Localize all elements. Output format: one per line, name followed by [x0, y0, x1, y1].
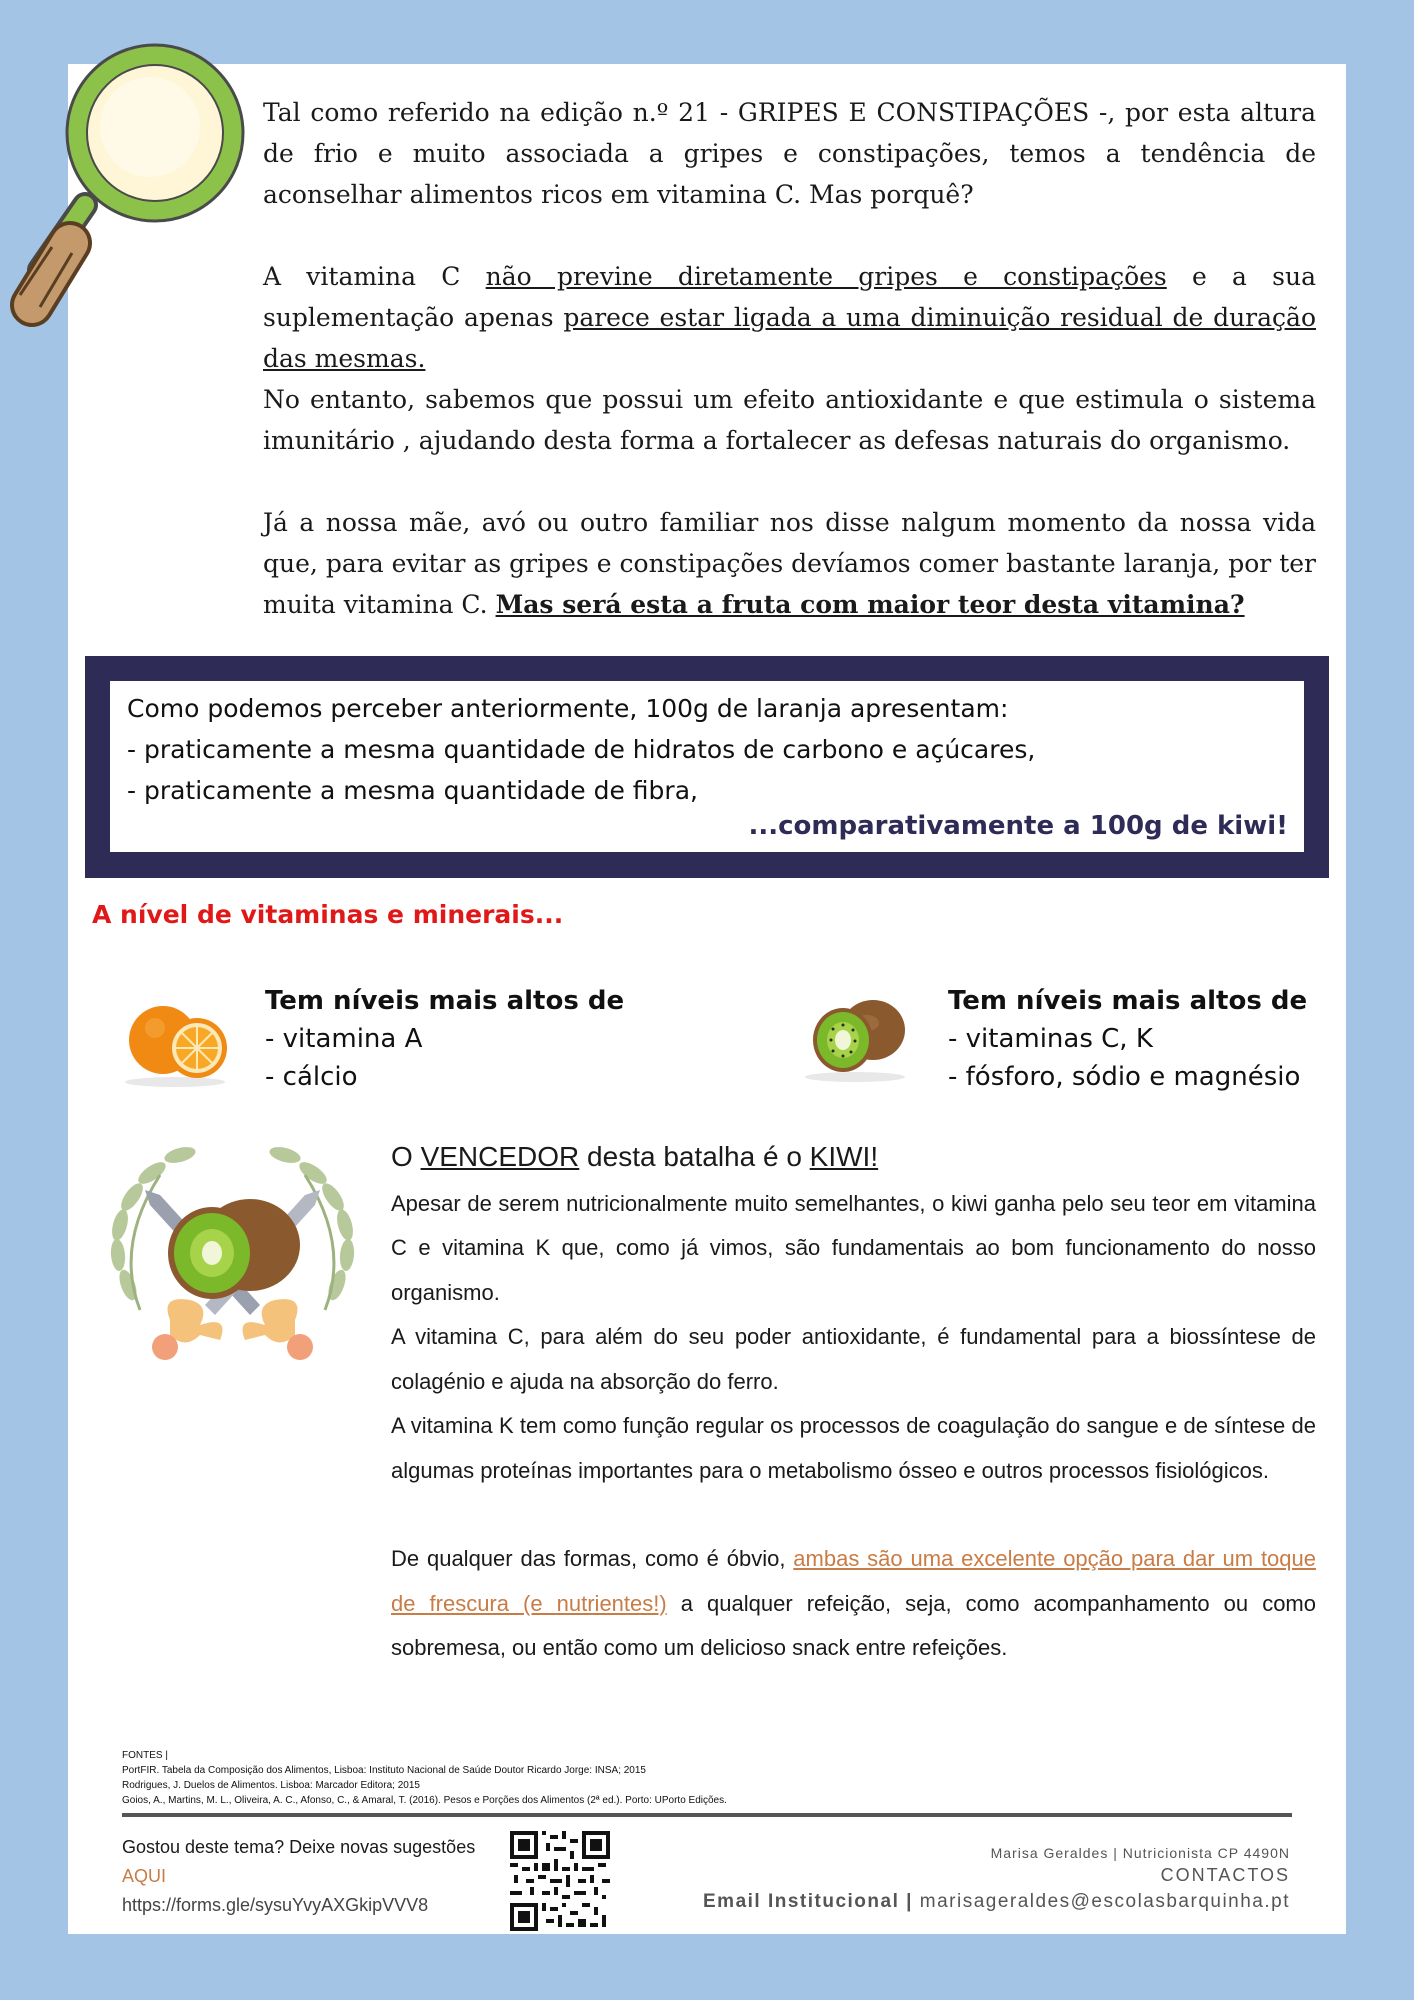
contacts-block	[703, 1843, 1290, 1917]
orange-image	[115, 990, 235, 1090]
winner-title-text-2: desta batalha é o	[579, 1141, 810, 1172]
winner-title	[391, 1135, 1316, 1180]
orange-nutrients-title: Tem níveis mais altos de	[265, 986, 625, 1016]
email-address[interactable]: marisageraldes@escolasbarquinha.pt	[919, 1891, 1290, 1912]
intro-p3-text: Já a nossa mãe, avó ou outro familiar nos disse nalgum momento da nossa vida que, para evitar as gripes e constipações devíamos comer bastante laranja, por ter muita vitamina C.	[263, 508, 1316, 619]
feedback-url[interactable]: https://forms.gle/sysuYvyAXGkipVVV8	[122, 1895, 429, 1915]
author-line: Marisa Geraldes | Nutricionista CP 4490N	[990, 1845, 1290, 1861]
kiwi-nutrients	[948, 982, 1307, 1096]
intro-p2-underline-2: parece estar ligada a uma diminuição residual de duração das mesmas.	[263, 303, 1316, 373]
winner-paragraph-1: Apesar de serem nutricionalmente muito semelhantes, o kiwi ganha pelo seu teor em vitamina C e vitamina K que, como já vimos, são fundamentais ao bom funcionamento do nosso organismo.	[391, 1190, 1316, 1305]
intro-paragraph-2	[263, 256, 1316, 461]
source-item: Rodrigues, J. Duelos de Alimentos. Lisboa: Marcador Editora; 2015	[122, 1780, 420, 1791]
sources-label: FONTES |	[122, 1750, 168, 1761]
comparison-conclusion: ...comparativamente a 100g de kiwi!	[748, 811, 1288, 841]
comparison-line-2: - praticamente a mesma quantidade de hidratos de carbono e açúcares,	[127, 735, 1036, 764]
footer-divider	[122, 1813, 1292, 1817]
feedback-text: Gostou deste tema? Deixe novas sugestões	[122, 1837, 476, 1857]
intro-text	[263, 92, 1316, 666]
comparison-line-1: Como podemos perceber anteriormente, 100g de laranja apresentam:	[127, 694, 1009, 723]
winner-title-kiwi: KIWI!	[809, 1141, 879, 1172]
winner-paragraph-3: A vitamina K tem como função regular os processos de coagulação do sangue e de síntese de algumas proteínas importantes para o metabolismo ósseo e outros processos fisiológicos.	[391, 1413, 1316, 1483]
orange-nutrients	[265, 982, 624, 1096]
kiwi-image	[795, 985, 915, 1085]
winner-section	[391, 1135, 1316, 1671]
feedback-block	[122, 1833, 475, 1920]
winner-paragraph-2: A vitamina C, para além do seu poder antioxidante, é fundamental para a biossíntese de colagénio e ajuda na absorção do ferro.	[391, 1324, 1316, 1394]
intro-p2-text-3: No entanto, sabemos que possui um efeito antioxidante e que estimula o sistema imunitário , ajudando desta forma a fortalecer as defesas naturais do organismo.	[263, 385, 1316, 455]
comparison-line-3: - praticamente a mesma quantidade de fibra,	[127, 776, 698, 805]
winner-paragraph-4	[391, 1537, 1316, 1671]
laurel-swords-kiwi-image	[100, 1135, 365, 1375]
email-label: Email Institucional |	[703, 1891, 913, 1912]
qr-code-icon[interactable]	[510, 1831, 610, 1931]
sources	[122, 1748, 727, 1808]
intro-p2-text: A vitamina C	[263, 262, 486, 291]
source-item: Goios, A., Martins, M. L., Oliveira, A. C., Afonso, C., & Amaral, T. (2016). Pesos e Porções dos Alimentos (2ª ed.). Porto: UPorto Edições.	[122, 1795, 727, 1806]
kiwi-nutrients-title: Tem níveis mais altos de	[948, 986, 1308, 1016]
source-item: PortFIR. Tabela da Composição dos Alimentos, Lisboa: Instituto Nacional de Saúde Doutor Ricardo Jorge: INSA; 2015	[122, 1765, 646, 1776]
intro-paragraph-3	[263, 502, 1316, 625]
winner-title-text: O	[391, 1141, 421, 1172]
orange-nutrient-item: - vitamina A	[265, 1024, 423, 1054]
winner-p4-highlight: ambas são uma excelente opção para dar um toque de frescura (e nutrientes!)	[391, 1546, 1316, 1616]
kiwi-nutrient-item: - vitaminas C, K	[948, 1024, 1153, 1054]
comparison-text	[127, 688, 1287, 811]
feedback-link[interactable]: AQUI	[122, 1866, 167, 1886]
contacts-label: CONTACTOS	[1160, 1865, 1290, 1885]
magnifier-icon	[0, 15, 250, 335]
winner-title-vencedor: VENCEDOR	[420, 1141, 580, 1172]
intro-p3-question: Mas será esta a fruta com maior teor desta vitamina?	[495, 590, 1245, 619]
email-line	[703, 1887, 1290, 1917]
winner-p4-text-2: a qualquer refeição, seja, como acompanhamento ou como sobremesa, ou então como um delicioso snack entre refeições.	[391, 1590, 1316, 1660]
intro-p2-text-2: e a sua suplementação apenas	[263, 262, 1316, 332]
intro-p2-underline-1: não previne diretamente gripes e constipações	[485, 262, 1167, 291]
vitamins-heading: A nível de vitaminas e minerais...	[92, 900, 564, 929]
kiwi-nutrient-item: - fósforo, sódio e magnésio	[948, 1062, 1301, 1092]
intro-paragraph-1: Tal como referido na edição n.º 21 - GRIPES E CONSTIPAÇÕES -, por esta altura de frio e muito associada a gripes e constipações, temos a tendência de aconselhar alimentos ricos em vitamina C. Mas porquê?	[263, 98, 1316, 209]
orange-nutrient-item: - cálcio	[265, 1062, 358, 1092]
winner-p4-text: De qualquer das formas, como é óbvio,	[391, 1546, 794, 1571]
